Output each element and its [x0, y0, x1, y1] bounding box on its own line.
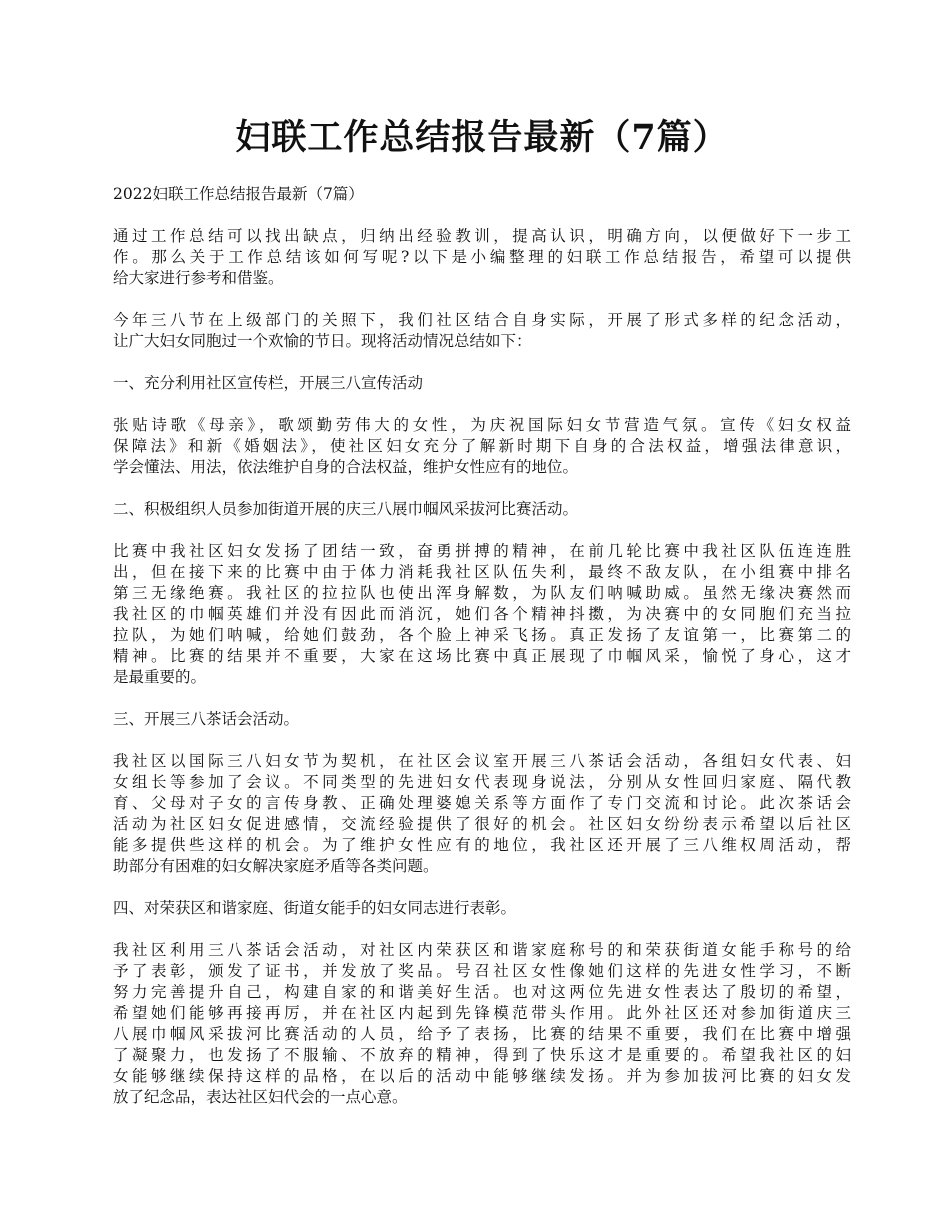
- paragraph-line: 比赛中我社区妇女发扬了团结一致，奋勇拼搏的精神，在前几轮比赛中我社区队伍连连胜: [113, 542, 851, 560]
- section-heading: 二、积极组织人员参加街道开展的庆三八展巾帼风采拔河比赛活动。: [113, 500, 579, 518]
- section-heading: 一、充分利用社区宣传栏，开展三八宣传活动: [113, 374, 424, 392]
- paragraph-line: 张贴诗歌《母亲》，歌颂勤劳伟大的女性，为庆祝国际妇女节营造气氛。宣传《妇女权益: [113, 416, 851, 434]
- paragraph-line: 给大家进行参考和借鉴。: [113, 269, 284, 287]
- paragraph-line: 助部分有困难的妇女解决家庭矛盾等各类问题。: [113, 857, 439, 875]
- paragraph-line: 学会懂法、用法，依法维护自身的合法权益，维护女性应有的地位。: [113, 458, 579, 476]
- paragraph-line: 活动为社区妇女促进感情，交流经验提供了很好的机会。社区妇女纷纷表示希望以后社区: [113, 815, 851, 833]
- paragraph-line: 予了表彰，颁发了证书，并发放了奖品。号召社区女性像她们这样的先进女性学习，不断: [113, 962, 851, 980]
- paragraph: [113, 415, 851, 478]
- paragraph-line: 放了纪念品，表达社区妇代会的一点心意。: [113, 1088, 408, 1106]
- paragraph-line: 保障法》和新《婚姻法》，使社区妇女充分了解新时期下自身的合法权益，增强法律意识，: [113, 437, 851, 455]
- paragraph-line: 努力完善提升自己，构建自家的和谐美好生活。也对这两位先进女性表达了殷切的希望，: [113, 983, 851, 1001]
- paragraph-line: 出，但在接下来的比赛中由于体力消耗我社区队伍失利，最终不敌友队，在小组赛中排名: [113, 563, 851, 581]
- paragraph-line: 是最重要的。: [113, 668, 207, 686]
- paragraph-line: 能多提供些这样的机会。为了维护女性应有的地位，我社区还开展了三八维权周活动，帮: [113, 836, 851, 854]
- paragraph-line: 今年三八节在上级部门的关照下，我们社区结合自身实际，开展了形式多样的纪念活动，: [113, 311, 851, 329]
- paragraph-line: 育、父母对子女的言传身教、正确处理婆媳关系等方面作了专门交流和讨论。此次茶话会: [113, 794, 851, 812]
- paragraph: [113, 751, 851, 877]
- paragraph-line: 女能够继续保持这样的品格，在以后的活动中能够继续发扬。并为参加拔河比赛的妇女发: [113, 1067, 851, 1085]
- paragraph: [113, 940, 851, 1108]
- paragraph: [113, 541, 851, 688]
- document-body: [113, 226, 851, 1108]
- document-title: 妇联工作总结报告最新（7篇）: [235, 117, 729, 158]
- paragraph: [113, 310, 851, 352]
- paragraph-line: 第三无缘绝赛。我社区的拉拉队也使出浑身解数，为队友们呐喊助威。虽然无缘决赛然而: [113, 584, 851, 602]
- paragraph-line: 我社区的巾帼英雄们并没有因此而消沉，她们各个精神抖擞，为决赛中的女同胞们充当拉: [113, 605, 851, 623]
- paragraph-line: 八展巾帼风采拔河比赛活动的人员，给予了表扬，比赛的结果不重要，我们在比赛中增强: [113, 1025, 851, 1043]
- paragraph-line: 让广大妇女同胞过一个欢愉的节日。现将活动情况总结如下：: [113, 332, 532, 350]
- paragraph-line: 拉队，为她们呐喊，给她们鼓劲，各个脸上神采飞扬。真正发扬了友谊第一，比赛第二的: [113, 626, 851, 644]
- paragraph-line: 了凝聚力，也发扬了不服输、不放弃的精神，得到了快乐这才是重要的。希望我社区的妇: [113, 1046, 851, 1064]
- paragraph-line: 精神。比赛的结果并不重要，大家在这场比赛中真正展现了巾帼风采，愉悦了身心，这才: [113, 647, 851, 665]
- paragraph-line: 通过工作总结可以找出缺点，归纳出经验教训，提高认识，明确方向，以便做好下一步工: [113, 227, 851, 245]
- paragraph-line: 作。那么关于工作总结该如何写呢?以下是小编整理的妇联工作总结报告，希望可以提供: [113, 248, 851, 266]
- paragraph-line: 我社区利用三八茶话会活动，对社区内荣获区和谐家庭称号的和荣获街道女能手称号的给: [113, 941, 851, 959]
- section-heading: 四、对荣获区和谐家庭、街道女能手的妇女同志进行表彰。: [113, 899, 517, 917]
- section-heading: 三、开展三八茶话会活动。: [113, 710, 300, 728]
- paragraph-line: 女组长等参加了会议。不同类型的先进妇女代表现身说法，分别从女性回归家庭、隔代教: [113, 773, 851, 791]
- document-subtitle: 2022妇联工作总结报告最新（7篇）: [113, 185, 364, 203]
- document-page: [113, 0, 851, 1108]
- paragraph-line: 希望她们能够再接再厉，并在社区内起到先锋模范带头作用。此外社区还对参加街道庆三: [113, 1004, 851, 1022]
- paragraph-line: 我社区以国际三八妇女节为契机，在社区会议室开展三八茶话会活动，各组妇女代表、妇: [113, 752, 851, 770]
- paragraph: [113, 226, 851, 289]
